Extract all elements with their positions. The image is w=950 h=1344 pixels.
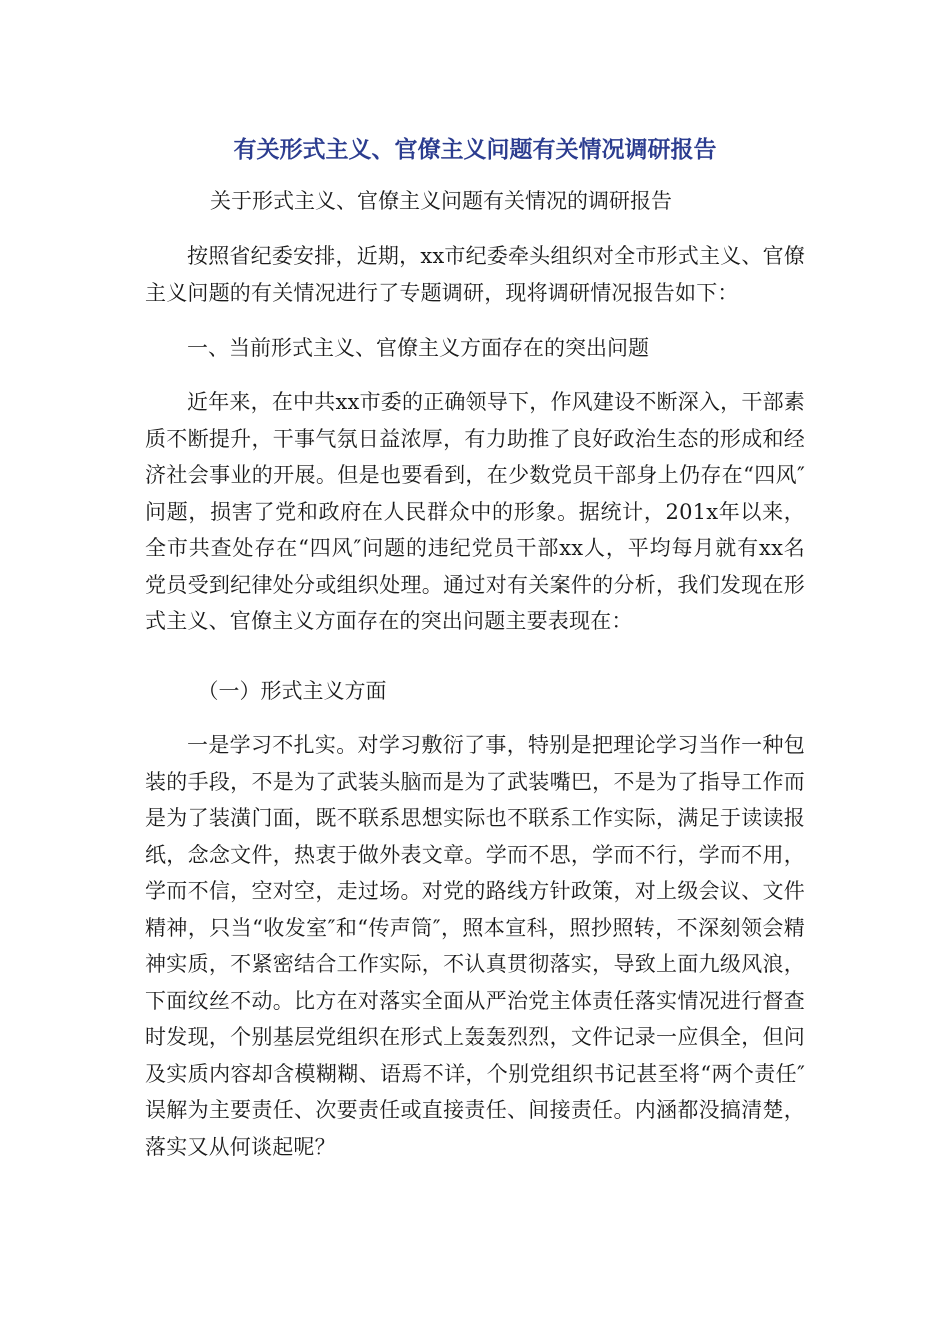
intro-paragraph: 按照省纪委安排，近期，xx市纪委牵头组织对全市形式主义、官僚主义问题的有关情况进行了专题调研，现将调研情况报告如下： [145,244,805,305]
document-subtitle: 关于形式主义、官僚主义问题有关情况的调研报告 [210,189,672,213]
section-1-paragraph: 近年来，在中共xx市委的正确领导下，作风建设不断深入，干部素质不断提升，干事气氛日益浓厚，有力助推了良好政治生态的形成和经济社会事业的开展。但是也要看到，在少数党员干部身上仍存在“四风″问题，损害了党和政府在人民群众中的形象。据统计，201x年以来，全市共查处存在“四风″问题的违纪党员干部xx人，平均每月就有xx名党员受到纪律处分或组织处理。通过对有关案件的分析，我们发现在形式主义、官僚主义方面存在的突出问题主要表现在： [145,390,805,633]
document-title: 有关形式主义、官僚主义问题有关情况调研报告 [233,137,717,163]
subsection-1-paragraph: 一是学习不扎实。对学习敷衍了事，特别是把理论学习当作一种包装的手段，不是为了武装头脑而是为了武装嘴巴，不是为了指导工作而是为了装潢门面，既不联系思想实际也不联系工作实际，满足于读读报纸，念念文件，热衷于做外表文章。学而不思，学而不行，学而不用，学而不信，空对空，走过场。对党的路线方针政策，对上级会议、文件精神，只当“收发室″和“传声筒″，照本宣科，照抄照转，不深刻领会精神实质，不紧密结合工作实际，不认真贯彻落实，导致上面九级风浪，下面纹丝不动。比方在对落实全面从严治党主体责任落实情况进行督查时发现，个别基层党组织在形式上轰轰烈烈，文件记录一应俱全，但问及实质内容却含模糊糊、语焉不详，个别党组织书记甚至将“两个责任″误解为主要责任、次要责任或直接责任、间接责任。内涵都没搞清楚，落实又从何谈起呢？ [145,733,805,1159]
section-1-heading: 一、当前形式主义、官僚主义方面存在的突出问题 [187,336,649,360]
subsection-1-heading: （一）形式主义方面 [197,679,387,703]
